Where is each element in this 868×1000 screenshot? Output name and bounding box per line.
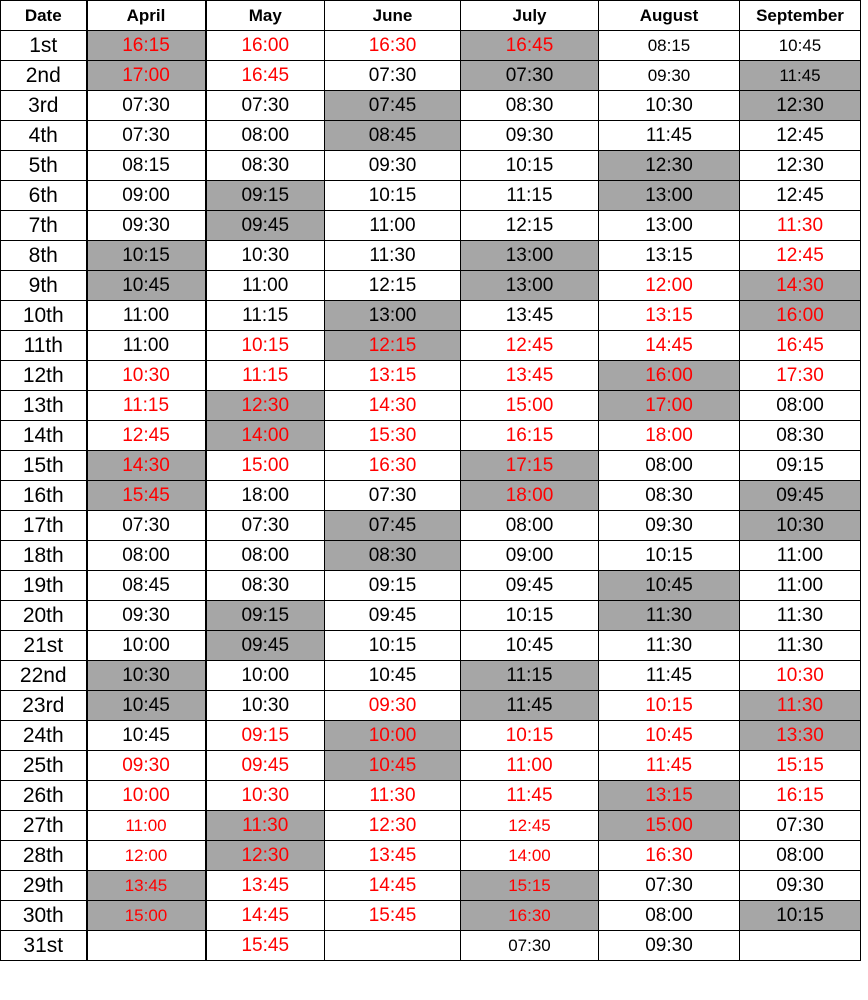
time-cell-april: 11:00 [87, 811, 206, 841]
time-cell-september: 11:30 [740, 631, 861, 661]
header-row [1, 1, 861, 31]
time-cell-june: 16:30 [325, 451, 461, 481]
time-cell-may: 15:00 [206, 451, 325, 481]
time-cell-april: 10:45 [87, 721, 206, 751]
table-row [1, 181, 861, 211]
table-row [1, 631, 861, 661]
date-cell: 17th [1, 511, 87, 541]
table-row [1, 841, 861, 871]
time-cell-july: 10:15 [461, 721, 599, 751]
time-cell-august: 10:30 [599, 91, 740, 121]
time-cell-september: 12:45 [740, 241, 861, 271]
date-cell: 2nd [1, 61, 87, 91]
date-cell: 5th [1, 151, 87, 181]
time-cell-april: 09:30 [87, 211, 206, 241]
time-cell-july: 07:30 [461, 931, 599, 961]
table-row [1, 421, 861, 451]
time-cell-july: 18:00 [461, 481, 599, 511]
time-cell-september: 12:30 [740, 151, 861, 181]
table-row [1, 601, 861, 631]
table-row [1, 121, 861, 151]
time-cell-june: 11:30 [325, 781, 461, 811]
header-may: May [206, 1, 325, 31]
time-cell-september: 15:15 [740, 751, 861, 781]
time-cell-june: 07:45 [325, 511, 461, 541]
header-date: Date [1, 1, 87, 31]
time-cell-july: 13:00 [461, 271, 599, 301]
time-cell-september: 11:45 [740, 61, 861, 91]
time-cell-august: 11:45 [599, 661, 740, 691]
time-cell-august: 14:45 [599, 331, 740, 361]
time-cell-august: 10:15 [599, 541, 740, 571]
time-cell-august: 08:00 [599, 901, 740, 931]
time-cell-july: 16:15 [461, 421, 599, 451]
time-cell-september: 14:30 [740, 271, 861, 301]
time-cell-august: 12:00 [599, 271, 740, 301]
time-cell-june: 08:45 [325, 121, 461, 151]
time-cell-august: 09:30 [599, 931, 740, 961]
date-cell: 26th [1, 781, 87, 811]
time-cell-july: 08:30 [461, 91, 599, 121]
time-cell-august: 11:30 [599, 631, 740, 661]
time-cell-april: 09:30 [87, 601, 206, 631]
time-cell-june: 12:15 [325, 331, 461, 361]
time-cell-august: 13:15 [599, 241, 740, 271]
time-cell-june: 13:00 [325, 301, 461, 331]
time-cell-may: 14:45 [206, 901, 325, 931]
date-cell: 8th [1, 241, 87, 271]
time-cell-august: 11:30 [599, 601, 740, 631]
table-row [1, 571, 861, 601]
time-cell-april: 10:45 [87, 271, 206, 301]
time-cell-august: 15:00 [599, 811, 740, 841]
time-cell-april: 10:15 [87, 241, 206, 271]
table-row [1, 301, 861, 331]
time-cell-august: 12:30 [599, 151, 740, 181]
time-cell-august: 07:30 [599, 871, 740, 901]
table-row [1, 511, 861, 541]
time-cell-september: 07:30 [740, 811, 861, 841]
time-cell-august: 08:15 [599, 31, 740, 61]
time-cell-june: 16:30 [325, 31, 461, 61]
date-cell: 24th [1, 721, 87, 751]
date-cell: 15th [1, 451, 87, 481]
time-cell-may: 09:15 [206, 181, 325, 211]
time-cell-april: 11:00 [87, 301, 206, 331]
time-cell-may: 11:15 [206, 361, 325, 391]
time-cell-august: 13:15 [599, 301, 740, 331]
time-cell-may: 09:45 [206, 211, 325, 241]
time-cell-april: 10:00 [87, 781, 206, 811]
time-cell-july: 15:15 [461, 871, 599, 901]
time-cell-april: 14:30 [87, 451, 206, 481]
date-cell: 25th [1, 751, 87, 781]
time-cell-april: 15:00 [87, 901, 206, 931]
time-cell-june: 10:15 [325, 181, 461, 211]
time-cell-june: 09:45 [325, 601, 461, 631]
time-cell-july: 15:00 [461, 391, 599, 421]
date-cell: 14th [1, 421, 87, 451]
time-cell-july: 11:45 [461, 781, 599, 811]
date-cell: 10th [1, 301, 87, 331]
time-cell-june: 14:30 [325, 391, 461, 421]
time-cell-september: 10:15 [740, 901, 861, 931]
table-row [1, 31, 861, 61]
time-cell-august: 13:15 [599, 781, 740, 811]
time-cell-june [325, 931, 461, 961]
time-cell-april: 12:45 [87, 421, 206, 451]
table-row [1, 361, 861, 391]
date-cell: 27th [1, 811, 87, 841]
time-cell-july: 09:30 [461, 121, 599, 151]
time-cell-may: 09:15 [206, 601, 325, 631]
table-row [1, 151, 861, 181]
time-cell-april: 12:00 [87, 841, 206, 871]
time-cell-june: 07:30 [325, 61, 461, 91]
time-cell-may: 12:30 [206, 391, 325, 421]
time-cell-may: 08:00 [206, 121, 325, 151]
time-cell-july: 10:15 [461, 151, 599, 181]
time-cell-april: 08:45 [87, 571, 206, 601]
time-cell-august: 17:00 [599, 391, 740, 421]
time-cell-september: 16:15 [740, 781, 861, 811]
table-row [1, 541, 861, 571]
time-cell-may: 07:30 [206, 91, 325, 121]
time-cell-april: 07:30 [87, 91, 206, 121]
time-cell-june: 13:45 [325, 841, 461, 871]
time-cell-september [740, 931, 861, 961]
date-cell: 13th [1, 391, 87, 421]
time-cell-may: 09:45 [206, 751, 325, 781]
time-cell-september: 08:00 [740, 391, 861, 421]
time-cell-september: 09:15 [740, 451, 861, 481]
time-cell-september: 09:30 [740, 871, 861, 901]
time-cell-september: 09:45 [740, 481, 861, 511]
date-cell: 9th [1, 271, 87, 301]
table-row [1, 91, 861, 121]
date-cell: 31st [1, 931, 87, 961]
time-cell-may: 10:15 [206, 331, 325, 361]
time-cell-may: 13:45 [206, 871, 325, 901]
time-cell-april: 09:00 [87, 181, 206, 211]
time-cell-september: 11:30 [740, 691, 861, 721]
time-cell-august: 13:00 [599, 211, 740, 241]
time-cell-july: 14:00 [461, 841, 599, 871]
time-cell-july: 17:15 [461, 451, 599, 481]
time-cell-may: 10:30 [206, 781, 325, 811]
time-cell-september: 12:45 [740, 181, 861, 211]
date-cell: 22nd [1, 661, 87, 691]
time-cell-june: 10:45 [325, 661, 461, 691]
time-cell-september: 10:30 [740, 661, 861, 691]
time-cell-june: 13:15 [325, 361, 461, 391]
time-cell-august: 16:30 [599, 841, 740, 871]
time-cell-april: 09:30 [87, 751, 206, 781]
time-cell-july: 10:15 [461, 601, 599, 631]
time-cell-september: 12:45 [740, 121, 861, 151]
time-cell-may: 11:15 [206, 301, 325, 331]
time-cell-june: 12:15 [325, 271, 461, 301]
time-cell-may: 07:30 [206, 511, 325, 541]
table-body [1, 31, 861, 961]
time-cell-june: 10:45 [325, 751, 461, 781]
date-cell: 4th [1, 121, 87, 151]
table-row [1, 871, 861, 901]
time-cell-june: 10:15 [325, 631, 461, 661]
time-cell-may: 10:00 [206, 661, 325, 691]
table-row [1, 451, 861, 481]
time-cell-july: 16:45 [461, 31, 599, 61]
time-cell-august: 09:30 [599, 511, 740, 541]
time-cell-may: 11:00 [206, 271, 325, 301]
time-cell-september: 08:00 [740, 841, 861, 871]
date-cell: 1st [1, 31, 87, 61]
time-cell-may: 10:30 [206, 241, 325, 271]
time-cell-july: 12:15 [461, 211, 599, 241]
time-cell-august: 10:15 [599, 691, 740, 721]
header-july: July [461, 1, 599, 31]
time-cell-june: 12:30 [325, 811, 461, 841]
time-cell-july: 11:45 [461, 691, 599, 721]
time-cell-july: 12:45 [461, 811, 599, 841]
time-cell-june: 07:30 [325, 481, 461, 511]
header-september: September [740, 1, 861, 31]
time-cell-july: 13:00 [461, 241, 599, 271]
date-cell: 23rd [1, 691, 87, 721]
time-cell-september: 11:00 [740, 571, 861, 601]
time-cell-may: 08:00 [206, 541, 325, 571]
time-cell-april: 08:15 [87, 151, 206, 181]
date-cell: 30th [1, 901, 87, 931]
time-cell-may: 14:00 [206, 421, 325, 451]
time-cell-april: 07:30 [87, 511, 206, 541]
table-row [1, 721, 861, 751]
date-cell: 19th [1, 571, 87, 601]
time-cell-april: 15:45 [87, 481, 206, 511]
time-cell-may: 10:30 [206, 691, 325, 721]
time-cell-april: 11:15 [87, 391, 206, 421]
time-cell-april: 08:00 [87, 541, 206, 571]
time-cell-june: 15:30 [325, 421, 461, 451]
table-row [1, 211, 861, 241]
time-cell-july: 08:00 [461, 511, 599, 541]
time-cell-april: 11:00 [87, 331, 206, 361]
time-cell-may: 08:30 [206, 151, 325, 181]
table-row [1, 481, 861, 511]
time-cell-august: 08:30 [599, 481, 740, 511]
time-cell-september: 13:30 [740, 721, 861, 751]
time-cell-july: 11:15 [461, 661, 599, 691]
header-august: August [599, 1, 740, 31]
table-row [1, 811, 861, 841]
time-cell-may: 16:45 [206, 61, 325, 91]
time-cell-september: 11:30 [740, 211, 861, 241]
time-cell-april: 10:45 [87, 691, 206, 721]
time-cell-may: 16:00 [206, 31, 325, 61]
time-cell-july: 13:45 [461, 301, 599, 331]
header-june: June [325, 1, 461, 31]
table-row [1, 61, 861, 91]
date-cell: 3rd [1, 91, 87, 121]
time-cell-may: 18:00 [206, 481, 325, 511]
time-cell-july: 11:15 [461, 181, 599, 211]
time-cell-june: 07:45 [325, 91, 461, 121]
time-cell-july: 13:45 [461, 361, 599, 391]
time-cell-september: 16:45 [740, 331, 861, 361]
time-cell-june: 09:30 [325, 691, 461, 721]
time-cell-september: 10:30 [740, 511, 861, 541]
time-cell-september: 08:30 [740, 421, 861, 451]
time-cell-april: 13:45 [87, 871, 206, 901]
time-cell-june: 15:45 [325, 901, 461, 931]
time-cell-august: 18:00 [599, 421, 740, 451]
time-cell-june: 10:00 [325, 721, 461, 751]
time-cell-july: 09:00 [461, 541, 599, 571]
time-cell-june: 14:45 [325, 871, 461, 901]
date-cell: 11th [1, 331, 87, 361]
time-cell-may: 08:30 [206, 571, 325, 601]
table-row [1, 331, 861, 361]
table-row [1, 751, 861, 781]
table-row [1, 781, 861, 811]
time-cell-august: 16:00 [599, 361, 740, 391]
table-row [1, 691, 861, 721]
time-cell-july: 11:00 [461, 751, 599, 781]
time-cell-june: 11:30 [325, 241, 461, 271]
time-cell-september: 12:30 [740, 91, 861, 121]
table-row [1, 241, 861, 271]
time-cell-july: 07:30 [461, 61, 599, 91]
time-cell-april: 10:00 [87, 631, 206, 661]
table-row [1, 901, 861, 931]
date-cell: 16th [1, 481, 87, 511]
table-row [1, 271, 861, 301]
time-cell-september: 10:45 [740, 31, 861, 61]
time-cell-july: 16:30 [461, 901, 599, 931]
time-cell-may: 15:45 [206, 931, 325, 961]
time-cell-august: 11:45 [599, 121, 740, 151]
time-cell-august: 13:00 [599, 181, 740, 211]
date-cell: 21st [1, 631, 87, 661]
time-cell-june: 11:00 [325, 211, 461, 241]
time-cell-april: 10:30 [87, 661, 206, 691]
time-cell-april: 07:30 [87, 121, 206, 151]
time-cell-august: 10:45 [599, 571, 740, 601]
table-row [1, 661, 861, 691]
time-cell-july: 12:45 [461, 331, 599, 361]
time-cell-august: 08:00 [599, 451, 740, 481]
time-cell-september: 11:00 [740, 541, 861, 571]
date-cell: 28th [1, 841, 87, 871]
date-cell: 7th [1, 211, 87, 241]
date-cell: 18th [1, 541, 87, 571]
time-cell-april: 10:30 [87, 361, 206, 391]
time-cell-may: 09:45 [206, 631, 325, 661]
time-cell-september: 11:30 [740, 601, 861, 631]
time-cell-june: 09:15 [325, 571, 461, 601]
date-cell: 12th [1, 361, 87, 391]
date-cell: 29th [1, 871, 87, 901]
time-cell-may: 09:15 [206, 721, 325, 751]
time-cell-june: 08:30 [325, 541, 461, 571]
date-cell: 20th [1, 601, 87, 631]
time-cell-september: 16:00 [740, 301, 861, 331]
time-cell-april: 17:00 [87, 61, 206, 91]
table-row [1, 931, 861, 961]
time-cell-august: 09:30 [599, 61, 740, 91]
time-cell-september: 17:30 [740, 361, 861, 391]
time-cell-august: 10:45 [599, 721, 740, 751]
date-cell: 6th [1, 181, 87, 211]
time-cell-july: 10:45 [461, 631, 599, 661]
time-cell-may: 11:30 [206, 811, 325, 841]
time-cell-april: 16:15 [87, 31, 206, 61]
time-cell-august: 11:45 [599, 751, 740, 781]
time-cell-april [87, 931, 206, 961]
time-cell-june: 09:30 [325, 151, 461, 181]
time-cell-may: 12:30 [206, 841, 325, 871]
table-row [1, 391, 861, 421]
header-april: April [87, 1, 206, 31]
time-cell-july: 09:45 [461, 571, 599, 601]
